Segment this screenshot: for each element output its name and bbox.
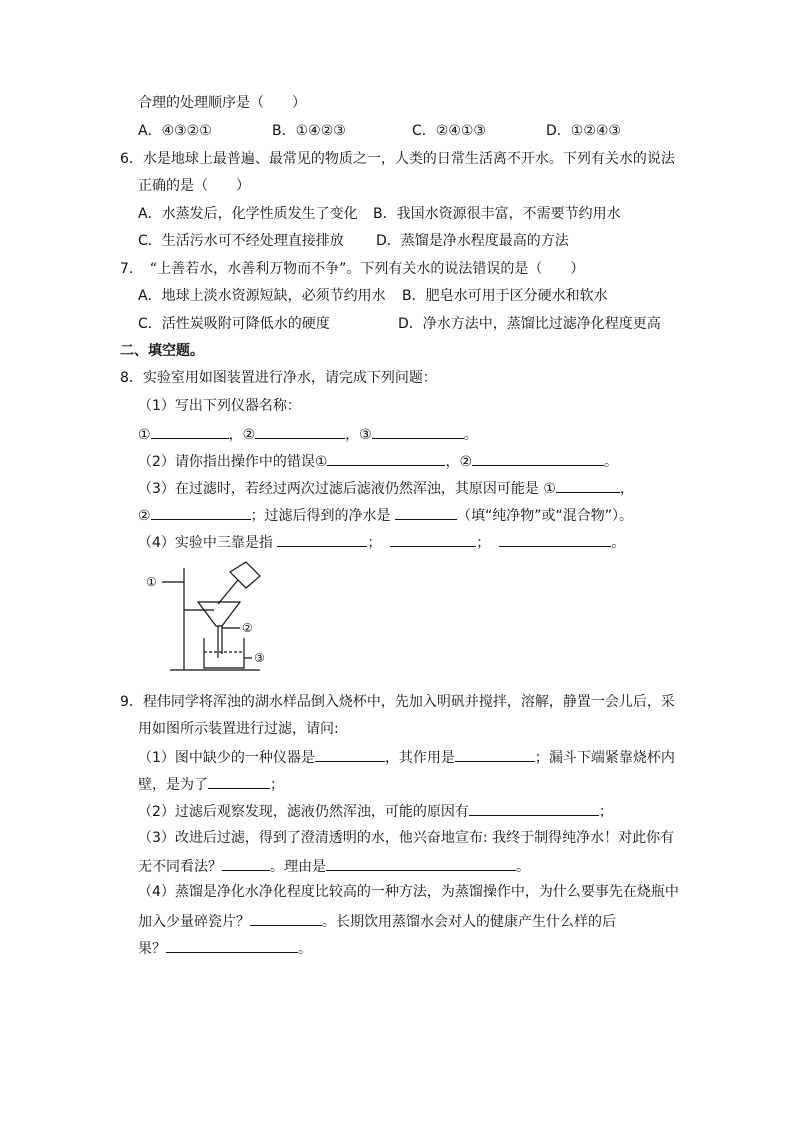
q8-blank-reason-1[interactable] bbox=[556, 477, 620, 493]
q7-option-d: D．净水方法中，蒸馏比过滤净化程度更高 bbox=[398, 316, 661, 332]
q8-num1: ① bbox=[138, 427, 151, 443]
q9-stem-line2: 用如图所示装置进行过滤，请问: bbox=[138, 721, 339, 737]
q8-blank-three-lean-3[interactable] bbox=[499, 531, 611, 547]
q8-blank-instrument-1[interactable] bbox=[151, 423, 229, 439]
q9-part1-cont: 壁，是为了 ； bbox=[138, 773, 284, 795]
q9-blank-turbid-reason[interactable] bbox=[469, 800, 599, 816]
q8-blank-water-type[interactable] bbox=[395, 504, 457, 520]
q6-option-b: B．我国水资源很丰富，不需要节约用水 bbox=[373, 206, 621, 222]
q8-part3: （3）在过滤时，若经过两次过滤后滤液仍然浑浊，其原因可能是 ① ， bbox=[138, 477, 634, 499]
q5-option-a: A．④③②① bbox=[138, 123, 212, 139]
q8-blank-three-lean-1[interactable] bbox=[277, 531, 367, 547]
q7-stem: 7． “上善若水，水善利万物而不争”。下列有关水的说法错误的是（ ） bbox=[120, 261, 585, 277]
figure-label-1: ① bbox=[146, 575, 157, 589]
q7-option-b: B．肥皂水可用于区分硬水和软水 bbox=[402, 288, 608, 304]
q8-num2: ② bbox=[242, 427, 256, 443]
section-heading: 二、填空题。 bbox=[120, 343, 204, 359]
q8-part3-cont: ② ；过滤后得到的净水是 （填“纯净物”或“混合物”）。 bbox=[138, 504, 633, 526]
q7-option-c: C．活性炭吸附可降低水的硬度 bbox=[138, 316, 330, 332]
q9-blank-opinion-reason[interactable] bbox=[326, 855, 516, 871]
q8-part4: （4）实验中三靠是指 ； ； 。 bbox=[138, 531, 625, 553]
q9-stem-line1: 9．程伟同学将浑浊的湖水样品倒入烧杯中，先加入明矾并搅拌，溶解，静置一会儿后，采 bbox=[120, 694, 675, 710]
q8-num3: ③ bbox=[359, 427, 372, 443]
q9-part3-cont: 无不同看法？ 。理由是 。 bbox=[138, 855, 530, 877]
q6-stem-line2: 正确的是（ ） bbox=[138, 178, 250, 194]
q8-blank-error-2[interactable] bbox=[472, 450, 604, 466]
q6-option-a: A．水蒸发后，化学性质发生了变化 bbox=[138, 206, 358, 222]
funnel bbox=[198, 602, 240, 626]
q9-blank-funnel-purpose[interactable] bbox=[208, 773, 270, 789]
q9-blank-porcelain-reason[interactable] bbox=[250, 910, 322, 926]
q9-blank-missing-instrument[interactable] bbox=[315, 746, 385, 762]
beaker bbox=[204, 638, 244, 668]
q9-part4: （4）蒸馏是净化水净化程度比较高的一种方法，为蒸馏操作中，为什么要事先在烧瓶中 bbox=[138, 884, 679, 900]
q9-part3: （3）改进后过滤，得到了澄清透明的水，他兴奋地宣布: 我终于制得纯净水！对此你有 bbox=[138, 830, 675, 846]
q6-option-d: D．蒸馏是净水程度最高的方法 bbox=[376, 233, 569, 249]
figure-label-3: ③ bbox=[254, 651, 265, 665]
q8-blank-error-1[interactable] bbox=[327, 450, 445, 466]
q8-blank-three-lean-2[interactable] bbox=[390, 531, 476, 547]
q9-blank-instrument-function[interactable] bbox=[455, 746, 535, 762]
q7-option-a: A．地球上淡水资源短缺，必须节约用水 bbox=[138, 288, 386, 304]
q9-part1: （1）图中缺少的一种仪器是 ，其作用是 ；漏斗下端紧靠烧杯内 bbox=[138, 746, 675, 768]
q9-part4-cont: 加入少量碎瓷片？ 。长期饮用蒸馏水会对人的健康产生什么样的后 bbox=[138, 910, 616, 932]
glass-rod bbox=[218, 580, 238, 604]
figure-label-2: ② bbox=[242, 621, 253, 635]
q8-blank-instrument-3[interactable] bbox=[372, 423, 464, 439]
q6-stem-line1: 6．水是地球上最普遍、最常见的物质之一，人类的日常生活离不开水。下列有关水的说法 bbox=[120, 151, 675, 167]
q5-option-c: C．②④①③ bbox=[412, 123, 486, 139]
q8-part2: （2）请你指出操作中的错误① ，② 。 bbox=[138, 450, 618, 472]
q9-blank-consequence[interactable] bbox=[166, 937, 298, 953]
q5-option-b: B．①④②③ bbox=[272, 123, 346, 139]
q9-part4-end: 果？ 。 bbox=[138, 937, 312, 959]
filtration-apparatus-figure bbox=[142, 558, 274, 678]
q5-option-d: D．①②④③ bbox=[546, 123, 621, 139]
q8-stem: 8．实验室用如图装置进行净水，请完成下列问题： bbox=[120, 370, 437, 386]
q9-part2: （2）过滤后观察发现，滤液仍然浑浊，可能的原因有 ； bbox=[138, 800, 613, 822]
q5-stem-tail: 合理的处理顺序是（ ） bbox=[138, 95, 306, 111]
q8-instrument-names-line: ① ，② ，③ 。 bbox=[138, 423, 478, 445]
q8-part1: （1）写出下列仪器名称： bbox=[138, 398, 301, 414]
q8-blank-instrument-2[interactable] bbox=[255, 423, 345, 439]
q8-blank-reason-2[interactable] bbox=[151, 504, 251, 520]
q6-option-c: C．生活污水可不经处理直接排放 bbox=[138, 233, 344, 249]
q9-blank-opinion[interactable] bbox=[222, 855, 270, 871]
